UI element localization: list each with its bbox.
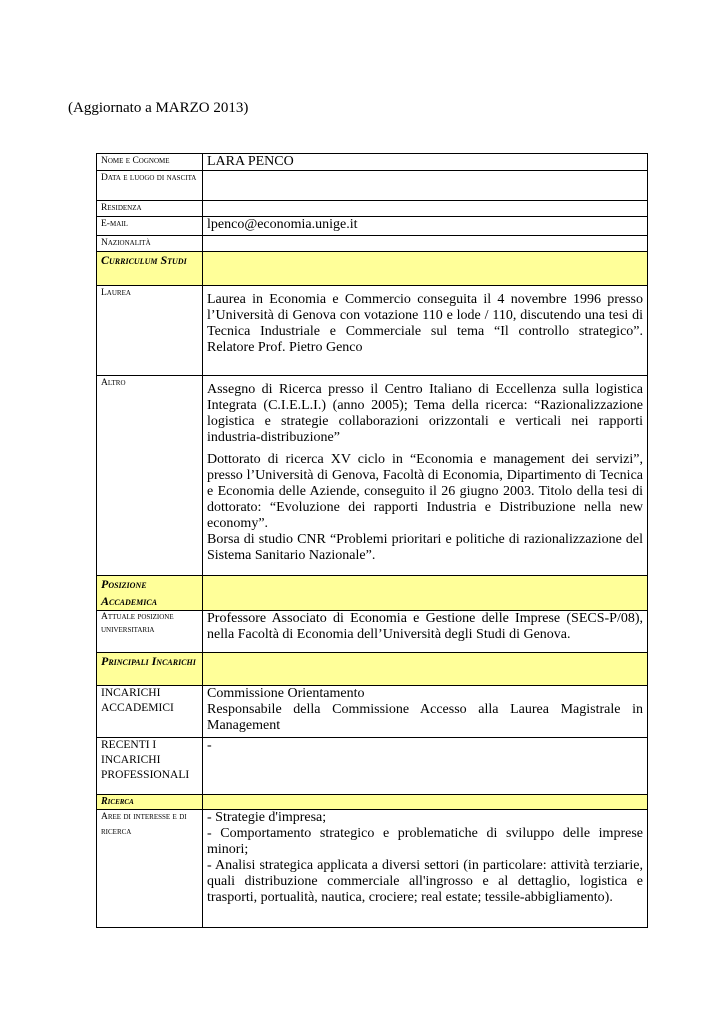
roles-heading: Principali Incarichi: [97, 653, 203, 686]
academic-roles-label: INCARICHI ACCADEMICI: [97, 686, 203, 738]
section-studies: [97, 252, 648, 286]
research-areas-label: Aree di interesse e di ricerca: [97, 810, 203, 928]
research-heading-fill: [203, 795, 648, 810]
academic-roles-text: [203, 686, 648, 738]
current-position-label: Attuale posizione universitaria: [97, 611, 203, 653]
birth-value: [203, 171, 648, 201]
row-email: [97, 217, 648, 236]
position-heading: Posizione Accademica: [97, 576, 203, 611]
other-paragraph-phd: Dottorato di ricerca XV ciclo in “Economia e management dei servizi”, presso l’Università di Genova, Facoltà di Economia, Dipartimento di Tecnica e Economia delle Aziende, conseguito il 26 giugno 2003. Titolo della tesi di dottorato: “Evoluzione dei rapporti Industria e Distribuzione nella new economy”.: [207, 452, 643, 531]
email-label: E-mail: [97, 217, 203, 236]
current-position-text: Professore Associato di Economia e Gestione delle Imprese (SECS-P/08), nella Facoltà di Economia dell’Università degli Studi di Genova.: [203, 611, 648, 653]
row-degree: [97, 286, 648, 376]
row-other: [97, 376, 648, 576]
email-value: lpenco@economia.unige.it: [203, 217, 648, 236]
other-label: Altro: [97, 376, 203, 576]
professional-roles-text: -: [203, 738, 648, 795]
row-academic-roles: [97, 686, 648, 738]
row-current-position: [97, 611, 648, 653]
name-value: LARA PENCO: [203, 154, 648, 171]
nationality-value: [203, 236, 648, 252]
name-label: Nome e Cognome: [97, 154, 203, 171]
row-professional-roles: [97, 738, 648, 795]
section-position: [97, 576, 648, 611]
professional-roles-label: RECENTI I INCARICHI PROFESSIONALI: [97, 738, 203, 795]
nationality-label: Nazionalità: [97, 236, 203, 252]
row-birth: [97, 171, 648, 201]
roles-heading-fill: [203, 653, 648, 686]
section-roles: [97, 653, 648, 686]
research-areas-text: [203, 810, 648, 928]
research-line: - Comportamento strategico e problematiche di sviluppo delle imprese minori;: [207, 826, 643, 857]
research-line: - Analisi strategica applicata a diversi settori (in particolare: attività terziarie, quali distribuzione commerciale all'ingrosso e al dettaglio, logistica e trasporti, portualità, nautica, crociere; real estate; tessile-abbigliamento).: [207, 858, 643, 905]
row-nationality: [97, 236, 648, 252]
degree-label: Laurea: [97, 286, 203, 376]
studies-heading-fill: [203, 252, 648, 286]
other-text: [203, 376, 648, 576]
degree-text: Laurea in Economia e Commercio conseguita il 4 novembre 1996 presso l’Università di Genova con votazione 110 e lode / 110, discutendo una tesi di Tecnica Industriale e Commerciale sul tema “Il controllo strategico”. Relatore Prof. Pietro Genco: [203, 286, 648, 376]
birth-label: Data e luogo di nascita: [97, 171, 203, 201]
row-research-areas: [97, 810, 648, 928]
position-heading-fill: [203, 576, 648, 611]
other-paragraph-scholarship: Borsa di studio CNR “Problemi prioritari e politiche di razionalizzazione del Sistema Sanitario Nazionale”.: [207, 532, 643, 563]
update-note: (Aggiornato a MARZO 2013): [68, 100, 249, 116]
research-heading: Ricerca: [97, 795, 203, 810]
row-name: [97, 154, 648, 171]
section-research: [97, 795, 648, 810]
academic-role-line: Responsabile della Commissione Accesso alla Laurea Magistrale in Management: [207, 702, 643, 733]
residence-label: Residenza: [97, 201, 203, 217]
row-residence: [97, 201, 648, 217]
academic-role-line: Commissione Orientamento: [207, 686, 365, 701]
studies-heading: Curriculum Studi: [97, 252, 203, 286]
cv-table: [96, 153, 648, 928]
residence-value: [203, 201, 648, 217]
research-line: - Strategie d'impresa;: [207, 810, 327, 825]
other-paragraph-research-grant: Assegno di Ricerca presso il Centro Italiano di Eccellenza sulla logistica Integrata (C.I.E.L.I.) (anno 2005); Tema della ricerca: “Razionalizzazione logistica e strategie collaborazioni orizzontali e verticali nei rapporti industria-distribuzione”: [207, 382, 643, 445]
